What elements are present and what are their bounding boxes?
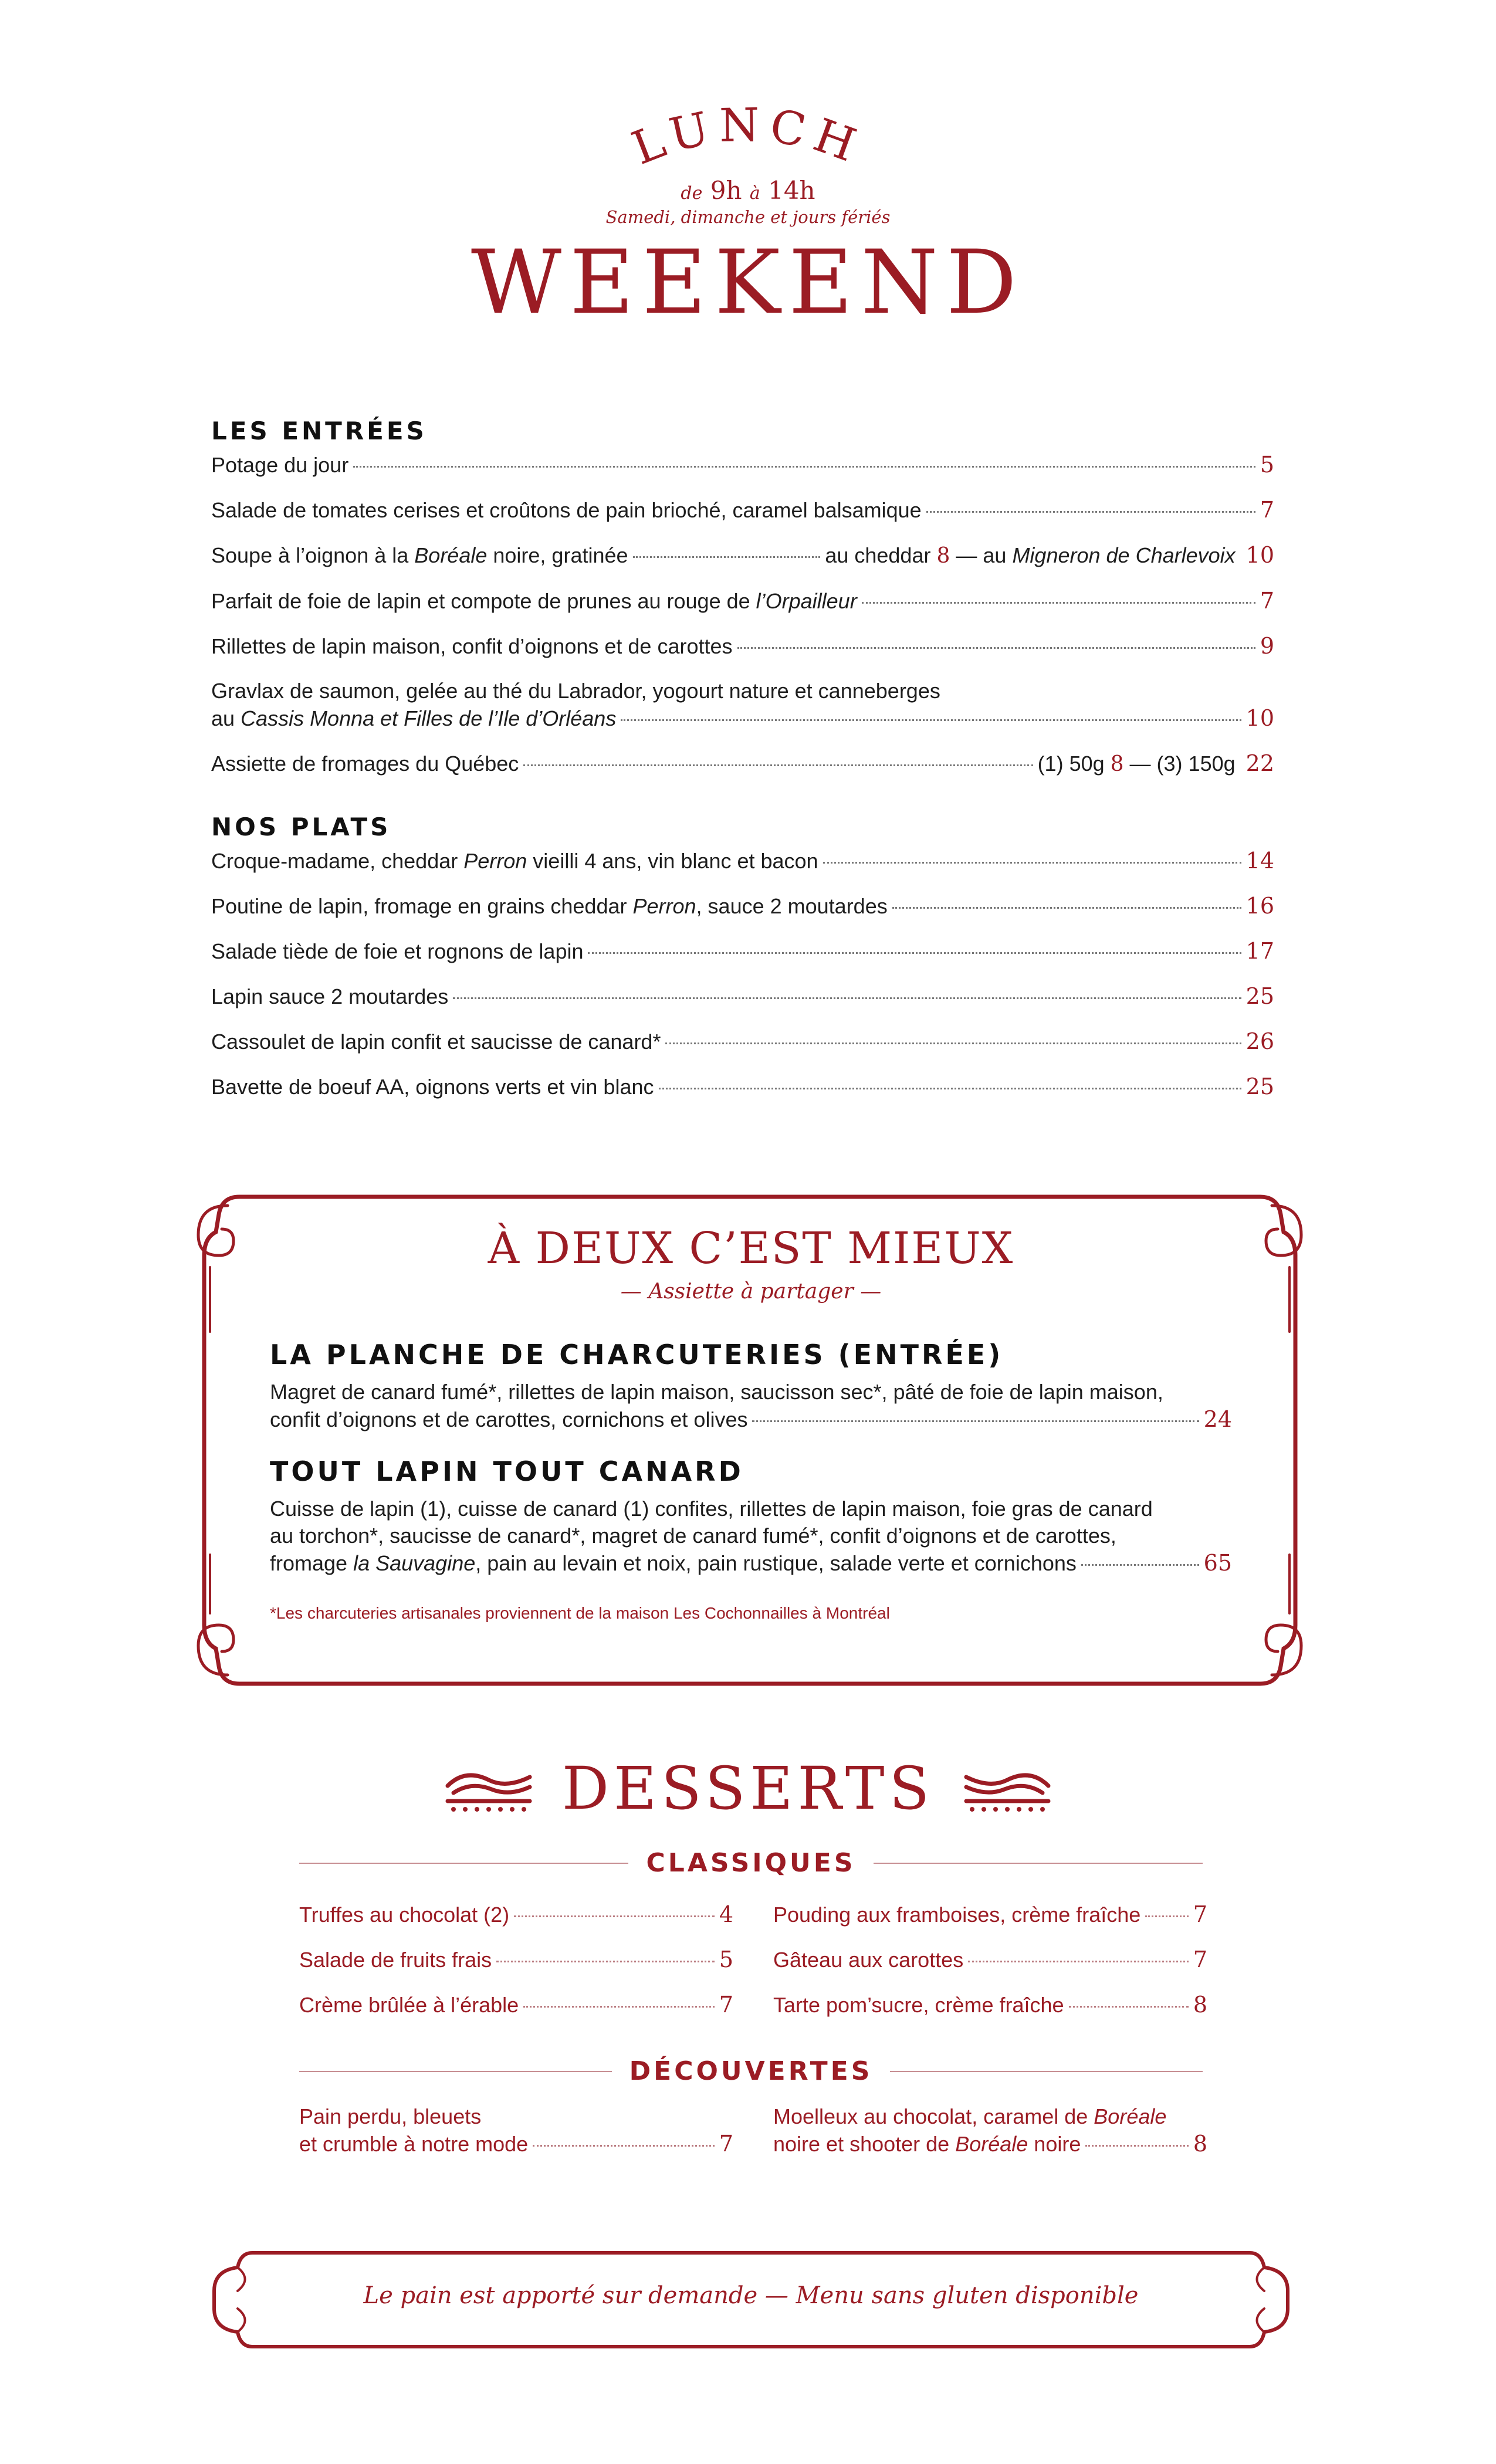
item-title: LA PLANCHE DE CHARCUTERIES (ENTRÉE) [270,1339,1004,1370]
menu-item: Assiette de fromages du Québec (1) 50g 8 — (3) 150g 22 [211,750,1274,776]
menu-item: Salade tiède de foie et rognons de lapin 17 [211,938,1274,964]
plats-section [211,813,1274,1118]
menu-item: Potage du jour 5 [211,452,1274,478]
desserts-title: DESSERTS [561,1754,935,1823]
menu-item: Soupe à l’oignon à la Boréale noire, gratinée au cheddar 8 — au Migneron de Charlevoix 10 [211,542,1274,568]
menu-item: TOUT LAPIN TOUT CANARD Cuisse de lapin (1), cuisse de canard (1) confites, rillettes de lapin maison, foie gras de canard au torchon*, saucisse de canard*, magret de canard fumé*, confit d’oignons et de carottes, fromage la Sauvagine, pain au levain et noix, pain rustique, salade verte et cornichons 65 [270,1456,1232,1576]
menu-item: Croque-madame, cheddar Perron vieilli 4 ans, vin blanc et bacon 14 [211,848,1274,874]
menu-item: Salade de tomates cerises et croûtons de pain brioché, caramel balsamique 7 [211,497,1274,523]
decouvertes-left: Pain perdu, bleuets et crumble à notre mode 7 [299,2104,733,2157]
item-price: 24 [1203,1406,1232,1432]
menu-item: Lapin sauce 2 moutardes 25 [211,983,1274,1009]
dessert-item: et crumble à notre mode 7 [299,2131,733,2157]
item-title: TOUT LAPIN TOUT CANARD [270,1456,744,1487]
classiques-right [773,1901,1207,2036]
dessert-item: Crème brûlée à l’érable 7 [299,1992,733,2018]
decouvertes-divider: DÉCOUVERTES [299,2056,1203,2086]
footnote: *Les charcuteries artisanales proviennent de la maison Les Cochonnailles à Montréal [270,1604,890,1622]
decouvertes-right: Moelleux au chocolat, caramel de Boréale noire et shooter de Boréale noire 8 [773,2104,1207,2157]
item-price: 14 [1245,848,1274,874]
menu-item: Rillettes de lapin maison, confit d’oignons et de carottes 9 [211,633,1274,659]
share-platter-section [270,1223,1232,1623]
days-note: Samedi, dimanche et jours fériés [605,207,891,227]
item-price: 9 [1260,633,1274,659]
item-price: 10 [1245,705,1274,731]
item-price: 5 [1260,452,1274,478]
item-price: 22 [1245,750,1274,776]
item-price: 25 [1245,1074,1274,1099]
ornament-icon [442,1762,536,1815]
dessert-item: Tarte pom’sucre, crème fraîche 8 [773,1992,1207,2018]
item-price: 25 [1245,983,1274,1009]
classiques-divider: CLASSIQUES [299,1848,1203,1878]
dessert-item: Truffes au chocolat (2) 4 [299,1901,733,1927]
menu-item: Bavette de boeuf AA, oignons verts et vin blanc 25 [211,1074,1274,1099]
item-price: 7 [1260,497,1274,523]
menu-header [0,106,1496,334]
dessert-item: Gâteau aux carottes 7 [773,1947,1207,1972]
dessert-item: noire et shooter de Boréale noire 8 [773,2131,1207,2157]
item-price: 7 [1260,588,1274,614]
classiques-left [299,1901,733,2036]
section-title: LES ENTRÉES [211,417,427,445]
ornament-icon [960,1762,1054,1815]
desserts-heading [0,1754,1496,1823]
share-subtitle: — Assiette à partager — [620,1280,882,1304]
share-title: À DEUX C’EST MIEUX [488,1223,1014,1274]
item-price: 65 [1203,1550,1232,1576]
lunch-heading [619,106,877,176]
item-price: 17 [1245,938,1274,964]
item-price: 26 [1245,1028,1274,1054]
menu-item: LA PLANCHE DE CHARCUTERIES (ENTRÉE) Magret de canard fumé*, rillettes de lapin maison, saucisson sec*, pâté de foie de lapin maison, confit d’oignons et de carottes, cornichons et olives 24 [270,1339,1232,1432]
item-price: 16 [1245,893,1274,919]
footer-note: Le pain est apporté sur demande — Menu sans gluten disponible [363,2282,1139,2309]
item-price: 10 [1245,542,1274,568]
dessert-item: Salade de fruits frais 5 [299,1947,733,1972]
hours: de 9h à 14h [681,176,815,205]
menu-item: Parfait de foie de lapin et compote de prunes au rouge de l’Orpailleur 7 [211,588,1274,614]
dessert-item: Pouding aux framboises, crème fraîche 7 [773,1901,1207,1927]
section-title: NOS PLATS [211,813,391,841]
page-title: WEEKEND [471,232,1025,334]
svg-text:LUNCH: LUNCH [625,106,871,175]
entrees-section [211,417,1274,796]
menu-item: Gravlax de saumon, gelée au thé du Labrador, yogourt nature et canneberges au Cassis Monna et Filles de l’Ile d’Orléans 10 [211,679,1274,731]
menu-item: Poutine de lapin, fromage en grains cheddar Perron, sauce 2 moutardes 16 [211,893,1274,919]
menu-item: Cassoulet de lapin confit et saucisse de canard* 26 [211,1028,1274,1054]
